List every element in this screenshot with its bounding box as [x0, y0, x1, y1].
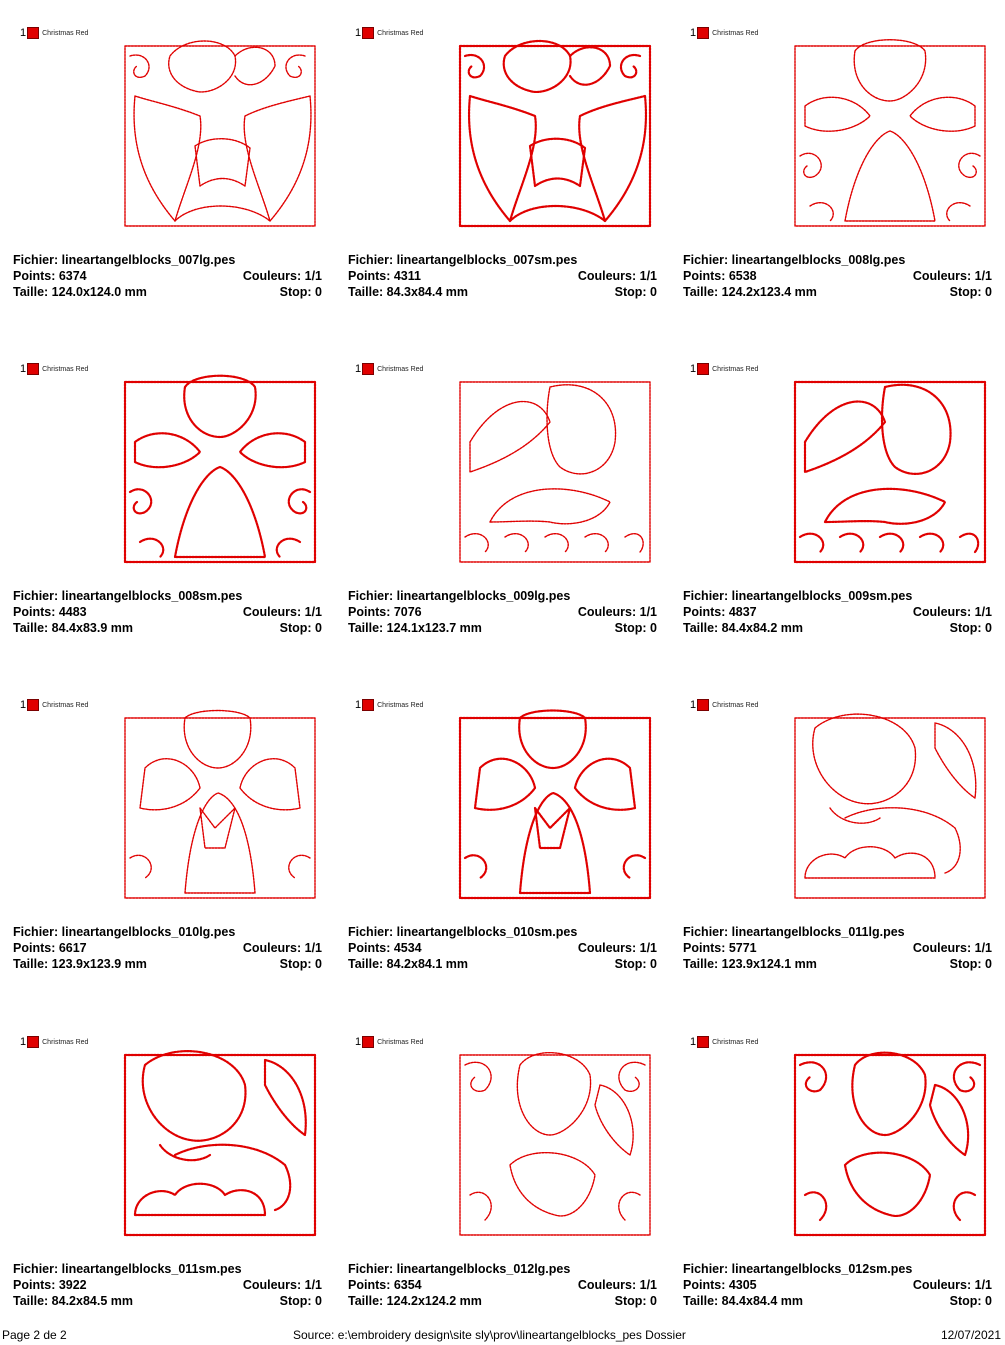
- color-number: 1: [355, 1036, 362, 1048]
- design-info: [683, 1261, 992, 1309]
- design-card: [670, 0, 1005, 336]
- color-swatch: [697, 1036, 709, 1048]
- design-info: [13, 924, 322, 972]
- design-card: [670, 1009, 1005, 1345]
- color-legend: [355, 363, 423, 375]
- embroidery-preview: [450, 708, 660, 908]
- color-number: 1: [355, 699, 362, 711]
- color-name: Christmas Red: [42, 365, 89, 373]
- embroidery-preview: [785, 372, 995, 572]
- file-name: Fichier: lineartangelblocks_011sm.pes: [13, 1262, 242, 1276]
- color-number: 1: [690, 1036, 697, 1048]
- color-number: 1: [355, 27, 362, 39]
- design-card: [335, 0, 670, 336]
- embroidery-preview: [785, 36, 995, 236]
- points-count: Points: 6354: [348, 1278, 422, 1292]
- color-swatch: [27, 699, 39, 711]
- colors-count: Couleurs: 1/1: [242, 941, 322, 955]
- color-number: 1: [690, 363, 697, 375]
- stop-count: Stop: 0: [614, 957, 657, 971]
- color-name: Christmas Red: [377, 701, 424, 709]
- design-size: Taille: 84.2x84.5 mm: [13, 1294, 133, 1308]
- stop-count: Stop: 0: [949, 621, 992, 635]
- color-name: Christmas Red: [42, 1038, 89, 1046]
- color-name: Christmas Red: [377, 365, 424, 373]
- colors-count: Couleurs: 1/1: [577, 605, 657, 619]
- design-info: [683, 924, 992, 972]
- file-name: Fichier: lineartangelblocks_008lg.pes: [683, 253, 906, 267]
- file-name: Fichier: lineartangelblocks_012sm.pes: [683, 1262, 913, 1276]
- points-count: Points: 4311: [348, 269, 421, 283]
- color-legend: [20, 363, 88, 375]
- embroidery-preview: [450, 372, 660, 572]
- color-name: Christmas Red: [712, 365, 759, 373]
- embroidery-preview: [450, 1045, 660, 1245]
- stop-count: Stop: 0: [279, 957, 322, 971]
- design-card: [0, 672, 335, 1008]
- color-swatch: [697, 699, 709, 711]
- color-number: 1: [20, 27, 27, 39]
- color-swatch: [362, 363, 374, 375]
- file-name: Fichier: lineartangelblocks_011lg.pes: [683, 925, 905, 939]
- design-info: [348, 252, 657, 300]
- design-info: [348, 588, 657, 636]
- points-count: Points: 7076: [348, 605, 422, 619]
- embroidery-preview: [115, 1045, 325, 1245]
- color-legend: [20, 699, 88, 711]
- file-name: Fichier: lineartangelblocks_010lg.pes: [13, 925, 236, 939]
- design-size: Taille: 124.0x124.0 mm: [13, 285, 147, 299]
- color-name: Christmas Red: [712, 1038, 759, 1046]
- stop-count: Stop: 0: [614, 1294, 657, 1308]
- color-swatch: [697, 363, 709, 375]
- file-name: Fichier: lineartangelblocks_007lg.pes: [13, 253, 236, 267]
- design-info: [348, 1261, 657, 1309]
- color-legend: [20, 27, 88, 39]
- print-date: 12/07/2021: [940, 1328, 1001, 1342]
- design-size: Taille: 124.2x124.2 mm: [348, 1294, 482, 1308]
- file-name: Fichier: lineartangelblocks_009lg.pes: [348, 589, 571, 603]
- file-name: Fichier: lineartangelblocks_008sm.pes: [13, 589, 243, 603]
- points-count: Points: 4483: [13, 605, 87, 619]
- design-card: [0, 1009, 335, 1345]
- stop-count: Stop: 0: [614, 621, 657, 635]
- stop-count: Stop: 0: [614, 285, 657, 299]
- points-count: Points: 4305: [683, 1278, 757, 1292]
- design-info: [13, 252, 322, 300]
- design-size: Taille: 84.2x84.1 mm: [348, 957, 468, 971]
- points-count: Points: 6617: [13, 941, 87, 955]
- color-number: 1: [20, 363, 27, 375]
- colors-count: Couleurs: 1/1: [912, 605, 992, 619]
- color-number: 1: [20, 1036, 27, 1048]
- design-size: Taille: 84.3x84.4 mm: [348, 285, 468, 299]
- stop-count: Stop: 0: [949, 285, 992, 299]
- file-name: Fichier: lineartangelblocks_009sm.pes: [683, 589, 913, 603]
- embroidery-preview: [450, 36, 660, 236]
- design-size: Taille: 123.9x124.1 mm: [683, 957, 817, 971]
- design-card: [0, 336, 335, 672]
- color-swatch: [362, 699, 374, 711]
- design-info: [683, 588, 992, 636]
- color-swatch: [362, 27, 374, 39]
- page-number: Page 2 de 2: [2, 1328, 67, 1342]
- design-size: Taille: 84.4x83.9 mm: [13, 621, 133, 635]
- embroidery-preview: [785, 708, 995, 908]
- colors-count: Couleurs: 1/1: [912, 1278, 992, 1292]
- color-number: 1: [355, 363, 362, 375]
- color-legend: [355, 1036, 423, 1048]
- embroidery-preview: [115, 708, 325, 908]
- design-card: [335, 672, 670, 1008]
- design-info: [683, 252, 992, 300]
- design-info: [13, 588, 322, 636]
- design-size: Taille: 84.4x84.2 mm: [683, 621, 803, 635]
- stop-count: Stop: 0: [949, 957, 992, 971]
- color-legend: [355, 699, 423, 711]
- color-number: 1: [690, 699, 697, 711]
- stop-count: Stop: 0: [279, 621, 322, 635]
- points-count: Points: 5771: [683, 941, 757, 955]
- color-legend: [690, 699, 758, 711]
- file-name: Fichier: lineartangelblocks_010sm.pes: [348, 925, 578, 939]
- embroidery-preview: [785, 1045, 995, 1245]
- color-name: Christmas Red: [712, 29, 759, 37]
- design-card: [670, 672, 1005, 1008]
- color-number: 1: [690, 27, 697, 39]
- stop-count: Stop: 0: [279, 1294, 322, 1308]
- color-name: Christmas Red: [712, 701, 759, 709]
- stop-count: Stop: 0: [949, 1294, 992, 1308]
- design-info: [13, 1261, 322, 1309]
- file-name: Fichier: lineartangelblocks_007sm.pes: [348, 253, 578, 267]
- colors-count: Couleurs: 1/1: [242, 1278, 322, 1292]
- design-card: [335, 1009, 670, 1345]
- points-count: Points: 3922: [13, 1278, 87, 1292]
- points-count: Points: 6374: [13, 269, 87, 283]
- source-path: Source: e:\embroidery design\site sly\prov\lineartangelblocks_pes Dossier: [293, 1328, 686, 1342]
- page-footer: [0, 1328, 1005, 1345]
- colors-count: Couleurs: 1/1: [912, 269, 992, 283]
- colors-count: Couleurs: 1/1: [242, 605, 322, 619]
- color-legend: [690, 27, 758, 39]
- file-name: Fichier: lineartangelblocks_012lg.pes: [348, 1262, 571, 1276]
- colors-count: Couleurs: 1/1: [577, 269, 657, 283]
- color-legend: [690, 363, 758, 375]
- colors-count: Couleurs: 1/1: [242, 269, 322, 283]
- colors-count: Couleurs: 1/1: [577, 941, 657, 955]
- color-legend: [355, 27, 423, 39]
- design-card: [335, 336, 670, 672]
- color-swatch: [27, 1036, 39, 1048]
- points-count: Points: 4837: [683, 605, 757, 619]
- points-count: Points: 6538: [683, 269, 757, 283]
- design-size: Taille: 123.9x123.9 mm: [13, 957, 147, 971]
- color-swatch: [362, 1036, 374, 1048]
- colors-count: Couleurs: 1/1: [577, 1278, 657, 1292]
- design-info: [348, 924, 657, 972]
- embroidery-preview: [115, 372, 325, 572]
- embroidery-preview: [115, 36, 325, 236]
- stop-count: Stop: 0: [279, 285, 322, 299]
- color-legend: [690, 1036, 758, 1048]
- color-name: Christmas Red: [42, 29, 89, 37]
- design-size: Taille: 84.4x84.4 mm: [683, 1294, 803, 1308]
- color-swatch: [27, 27, 39, 39]
- points-count: Points: 4534: [348, 941, 422, 955]
- color-name: Christmas Red: [377, 29, 424, 37]
- design-card: [670, 336, 1005, 672]
- color-swatch: [27, 363, 39, 375]
- color-name: Christmas Red: [42, 701, 89, 709]
- design-card: [0, 0, 335, 336]
- color-number: 1: [20, 699, 27, 711]
- design-size: Taille: 124.1x123.7 mm: [348, 621, 482, 635]
- color-legend: [20, 1036, 88, 1048]
- colors-count: Couleurs: 1/1: [912, 941, 992, 955]
- color-name: Christmas Red: [377, 1038, 424, 1046]
- design-size: Taille: 124.2x123.4 mm: [683, 285, 817, 299]
- color-swatch: [697, 27, 709, 39]
